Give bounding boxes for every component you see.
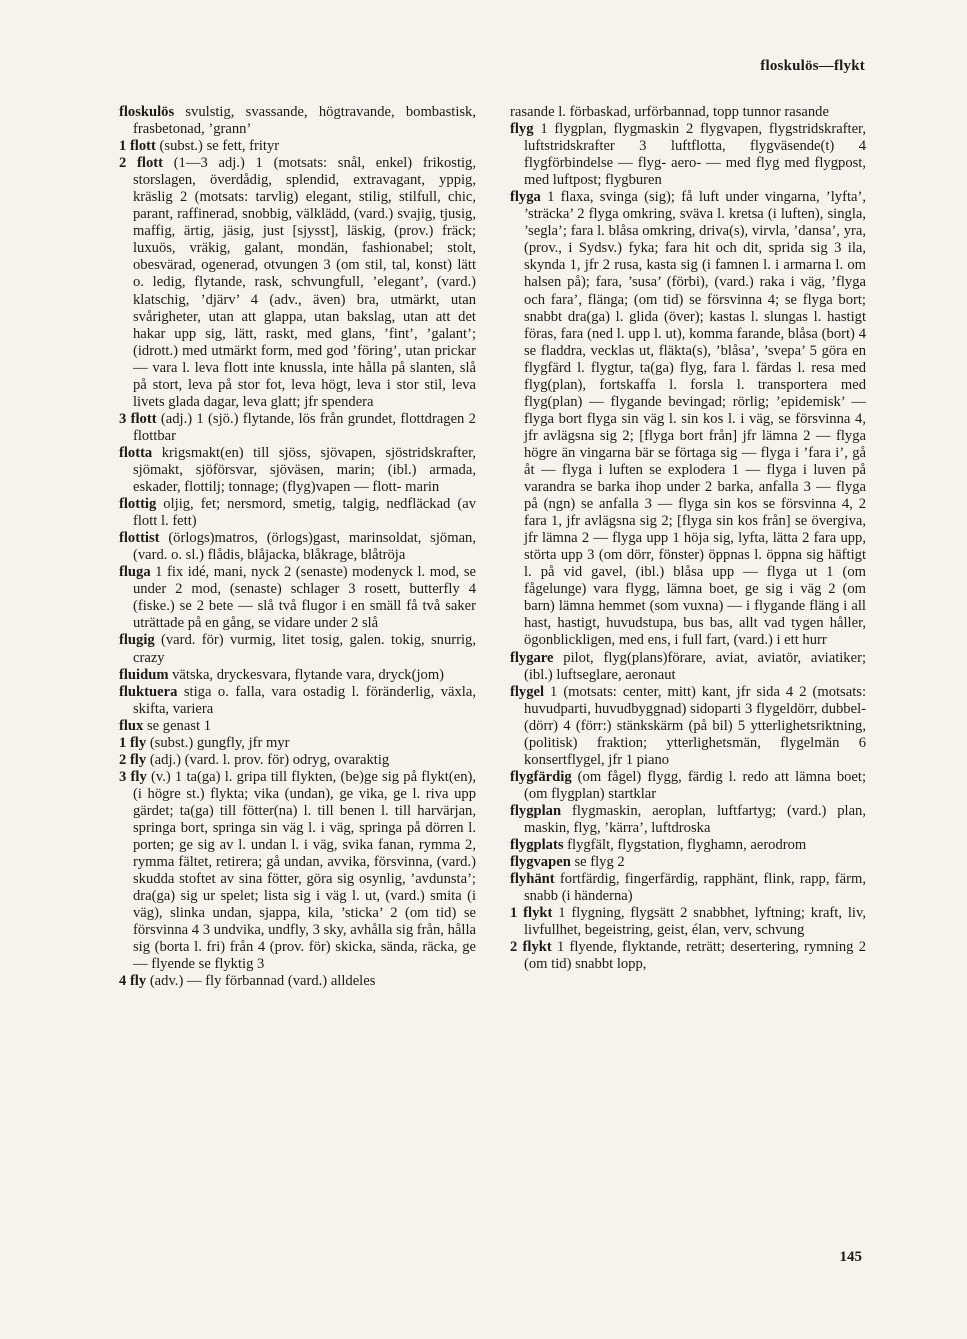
headword: flugig <box>119 632 155 649</box>
dictionary-entry <box>119 530 476 564</box>
dictionary-entry <box>510 769 866 803</box>
headword: 1 flott <box>119 138 156 155</box>
entry-definition: (1—3 adj.) 1 (motsats: snål, enkel) frikostig, storslagen, överdådig, splendid, extravagant, yppig, kräslig 2 (motsats: tarvlig) elegant, stilig, stilfull, chic, parant, raffinerad, snobbig, välklädd, (vard.) svajig, tjusig, maffig, ärtig, jäsig, just [sjysst], läskig, (prov.) fräck; luxuös, vräkig, galant, mondän, fashionabel; stolt, obesvärad, ogenerad, otvungen 3 (om stil, tal, konst) lätt o. ledig, flytande, rask, schvungfull, ’elegant’, (vard.) klatschig, ’djärv’ 4 (adv., även) bra, utmärkt, utan svårigheter, utan att glappa, utan bakslag, utan att det hakar upp sig, lätt, raskt, med glans, ’fint’, ’galant’; (idrott.) med utmärkt form, med god ’föring’, utan prickar — vara l. leva flott inte knussla, inte hålla på slanten, slå på stort, leva på stor fot, leva högt, leva i stor stil, leva livets glada dagar, leva glatt; jfr spendera <box>133 155 476 410</box>
entry-definition: fortfärdig, fingerfärdig, rapphänt, flink, rapp, färm, snabb (i händerna) <box>524 871 866 905</box>
headword: flotta <box>119 444 153 461</box>
headword: flyg <box>510 121 534 138</box>
headword: flottist <box>119 530 160 547</box>
headword: 2 flott <box>119 155 163 172</box>
headword: 3 flott <box>119 410 157 427</box>
dictionary-entry <box>119 735 476 752</box>
entry-definition: rasande l. förbaskad, urförbannad, topp tunnor rasande <box>510 104 829 120</box>
headword: fluga <box>119 564 151 581</box>
dictionary-entry <box>119 496 476 530</box>
entry-definition: (adj.) (vard. l. prov. för) odryg, ovaraktig <box>146 751 390 768</box>
dictionary-entry <box>510 803 866 837</box>
entry-definition: 1 flygning, flygsätt 2 snabbhet, lyftning; kraft, liv, livfullhet, begeistring, geist, élan, verv, schvung <box>524 905 866 939</box>
headword: flyga <box>510 189 541 206</box>
right-column <box>510 104 866 973</box>
entry-definition: krigsmakt(en) till sjöss, sjövapen, sjöstridskrafter, sjömakt, sjöförsvar, sjöväsen, marin; (ibl.) armada, eskader, flottilj; tonnage; (flyg)vapen — flott- marin <box>133 444 476 496</box>
dictionary-entry <box>510 939 866 973</box>
dictionary-entry <box>510 189 866 649</box>
dictionary-entry <box>119 138 476 155</box>
entry-definition: se genast 1 <box>143 717 212 734</box>
entry-definition: svulstig, svassande, högtravande, bombastisk, frasbetonad, ’grann’ <box>133 104 476 138</box>
headword: flottig <box>119 496 157 513</box>
entry-definition: (adv.) — fly förbannad (vard.) alldeles <box>146 973 376 990</box>
headword: flygplats <box>510 837 564 854</box>
entry-definition: 1 (motsats: center, mitt) kant, jfr sida 4 2 (motsats: huvudparti, huvudbyggnad) sidoparti 3 flygeldörr, dubbel- (dörr) 4 (förr:) stänkskärm (på bil) 5 ytterlighetsriktning, (politisk) fraktion; ytterlighetsmän, flygelmän 6 konsertflygel, jfr 1 piano <box>524 683 866 768</box>
headword: 4 fly <box>119 973 147 990</box>
dictionary-entry <box>510 871 866 905</box>
headword: 2 flykt <box>510 939 552 956</box>
entry-definition: (subst.) se fett, frityr <box>155 138 280 155</box>
headword: flygfärdig <box>510 768 572 785</box>
dictionary-entry <box>510 104 866 121</box>
entry-definition: (örlogs)matros, (örlogs)gast, marinsoldat, sjöman, (vard. o. sl.) flådis, blåjacka, blåkrage, blåtröja <box>133 530 476 564</box>
entry-definition: 1 fix idé, mani, nyck 2 (senaste) modenyck l. mod, se under 2 mod, (senaste) schlager 3 rosett, butterfly 4 (fiske.) se 2 bete — slå två flugor i en smäll få två saker uträttade på en gång, se vidare under 2 slå <box>133 564 476 632</box>
running-head: floskulös—flykt <box>760 58 865 74</box>
entry-definition: (v.) 1 ta(ga) l. gripa till flykten, (be)ge sig på flykt(en), (i högre st.) flykta; vika (undan), ge vika, ge l. riva upp gärdet; ta(ga) till fötter(na) l. till benen l. till harvärjan, springa bort, springa sin väg l. i väg, springa på dörren l. porten; ge sig av l. undan l. i väg, svika fanan, rymma 2, rymma fältet, retirera; gå undan, avvika, försvinna, (vard.) skudda stoftet av sina fötter, göra sig osynlig, ’avdunsta’; dra(ga) sig ur spelet; lista sig i väg l. ut, (vard.) smita (i väg), slinka undan, sjappa, kila, ’sticka’ 2 (om tid) se försvinna 4 3 undvika, undfly, 3 sky, avhålla sig från, hålla sig (borta l. fri) från 4 (prov. för) skicka, sända, räcka, ge — flyende se flyktig 3 <box>133 768 476 973</box>
dictionary-entry <box>119 564 476 632</box>
headword: fluidum <box>119 666 169 683</box>
dictionary-entry <box>119 667 476 684</box>
entry-definition: pilot, flyg(plans)förare, aviat, aviatör, aviatiker; (ibl.) luftseglare, aeronaut <box>524 649 866 683</box>
entry-definition: 1 flygplan, flygmaskin 2 flygvapen, flygstridskrafter, luftstridskrafter 3 luftflotta, flygväsende(t) 4 flygförbindelse — flyg- aero- — med flyg med flygpost, med luftpost; flygburen <box>524 121 866 189</box>
page-number: 145 <box>839 1249 862 1265</box>
headword: floskulös <box>119 104 175 120</box>
dictionary-entry <box>119 752 476 769</box>
entry-definition: flygmaskin, aeroplan, luftfartyg; (vard.) plan, maskin, flyg, ’kärra’, luftdroska <box>524 802 866 836</box>
dictionary-entry <box>119 445 476 496</box>
headword: flyhänt <box>510 871 555 888</box>
entry-definition: 1 flaxa, svinga (sig); få luft under vingarna, ’lyfta’, ’sträcka’ 2 flyga omkring, sväva l. kretsa (i luften), singla, ’segla’; fara l. blåsa omkring, driva(s), virvla, ’dansa’, yra, (prov., i Sydsv.) fyka; fara hit och dit, sprida sig 3 ila, skynda 1, jfr 2 rusa, kasta sig (i famnen l. i armarna l. om halsen på); fara, ’susa’ (förbi), (vard.) raka i väg, ’flyga och fara’, flänga; (om tid) se försvinna 4; se flyga bort; snabbt dra(ga) l. glida (över); kastas l. slungas l. hastigt föras, fara (ned l. upp l. ut), komma farande, blåsa (bort) 4 se fladdra, vecklas ut, fläkta(s), ’blåsa’, ’svepa’ 5 göra en flygfärd l. flygtur, ta(ga) flyg, fara l. färdas l. resa med flyg(plan), fortskaffa l. forsla l. transportera med flyg(plan) — flygande bevingad; rörlig; ’epidemisk’ — flyga bort flyga sin väg l. sin kos l. i väg, se försvinna 4, jfr avlägsna sig 2; [flyga bort från] jfr lämna 2 — flyga högre än vingarna bär se förtaga sig — flyga i ’fara i’, gå åt — flyga i luften se explodera 1 — flyga i luven på varandra se barka ihop under 2 barka, anfalla 3 — flyga på (ngn) se anfalla 3 — flyga sin kos se försvinna 4, 2 fara 1, jfr avlägsna sig 2; [flyga sin kos från] se övergiva, jfr lämna 2 — flyga upp 1 höja sig, lyfta, lätta 2 fara upp, störta upp 3 (om dörr, fönster) öppnas l. öppna sig häftigt l. på vid gavel, (ibl.) blåsa upp — flyga ut 1 (om fågelunge) vara flygg, lämna boet, ge sig i väg 2 (om barn) lämna hemmet (som vuxna) — i flygande fläng i all hast, hastigt, huvudstupa, bus bas, allt vad tygen håller, ögonblickligen, med ens, i full fart, (vard.) i ett hurr <box>524 189 866 649</box>
headword: 3 fly <box>119 768 147 785</box>
headword: flygare <box>510 649 554 666</box>
headword: 1 fly <box>119 734 147 751</box>
headword: 2 fly <box>119 751 147 768</box>
dictionary-entry <box>119 411 476 445</box>
dictionary-entry <box>510 121 866 189</box>
entry-definition: (adj.) 1 (sjö.) flytande, lös från grundet, flottdragen 2 flottbar <box>133 410 476 444</box>
entry-definition: (vard. för) vurmig, litet tosig, galen. tokig, snurrig, crazy <box>133 632 476 666</box>
left-column <box>119 104 476 990</box>
entry-definition: stiga o. falla, vara ostadig l. föränderlig, växla, skifta, variera <box>133 683 476 717</box>
dictionary-entry <box>510 854 866 871</box>
headword: flygplan <box>510 802 562 819</box>
headword: 1 flykt <box>510 905 553 922</box>
headword: flux <box>119 717 144 734</box>
dictionary-entry <box>510 650 866 684</box>
dictionary-entry <box>119 973 476 990</box>
entry-definition: se flyg 2 <box>570 854 625 871</box>
headword: flygvapen <box>510 854 571 871</box>
dictionary-entry <box>119 155 476 411</box>
entry-definition: flygfält, flygstation, flyghamn, aerodrom <box>563 837 807 854</box>
entry-definition: oljig, fet; nersmord, smetig, talgig, nedfläckad (av flott l. fett) <box>133 496 476 530</box>
headword: fluktuera <box>119 683 178 700</box>
entry-definition: (om fågel) flygg, färdig l. redo att lämna boet; (om flygplan) startklar <box>524 768 866 802</box>
dictionary-entry <box>119 769 476 974</box>
dictionary-entry <box>510 905 866 939</box>
dictionary-entry <box>119 684 476 718</box>
entry-definition: (subst.) gungfly, jfr myr <box>146 734 290 751</box>
dictionary-entry <box>119 632 476 666</box>
entry-definition: vätska, dryckesvara, flytande vara, dryck(jom) <box>168 666 445 683</box>
dictionary-entry <box>510 837 866 854</box>
dictionary-entry <box>119 718 476 735</box>
dictionary-entry <box>119 104 476 138</box>
headword: flygel <box>510 683 545 700</box>
dictionary-entry <box>510 684 866 769</box>
entry-definition: 1 flyende, flyktande, reträtt; desertering, rymning 2 (om tid) snabbt lopp, <box>524 939 866 973</box>
